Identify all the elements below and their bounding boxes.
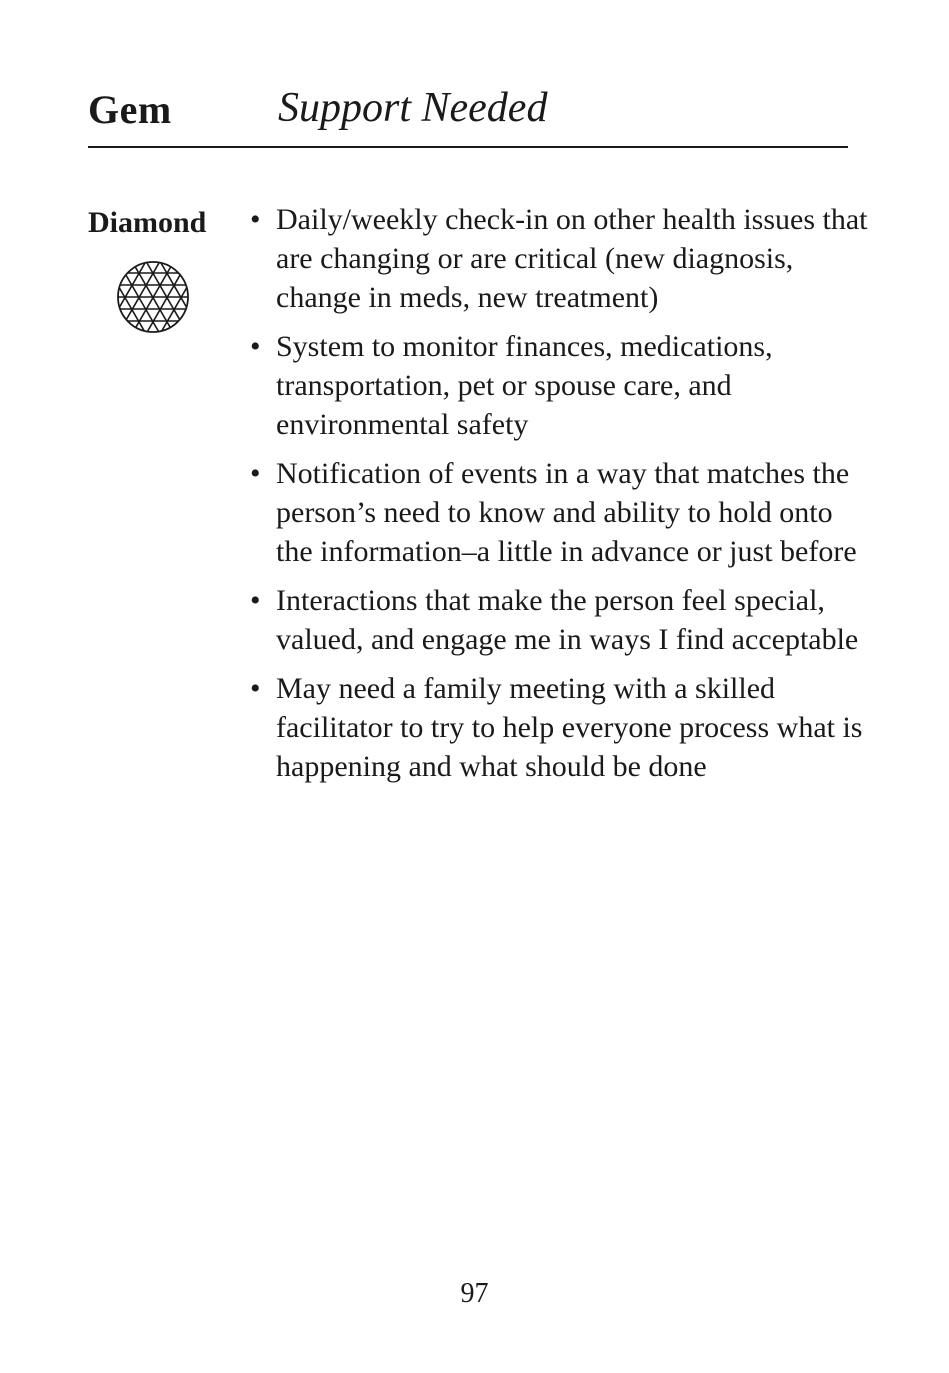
list-item — [248, 200, 868, 317]
support-needed-list — [248, 200, 868, 796]
list-item — [248, 581, 868, 659]
bullet: • — [250, 330, 261, 363]
gem-name: Diamond — [88, 206, 207, 239]
column-heading-support-needed: Support Needed — [278, 85, 548, 131]
column-heading-gem: Gem — [88, 87, 172, 132]
bullet: • — [250, 457, 261, 490]
list-item — [248, 669, 868, 786]
list-item-text: Notification of events in a way that matches the person’s need to know and ability to hold onto the information–a little in advance or just before — [276, 457, 857, 568]
list-item — [248, 327, 868, 444]
bullet: • — [250, 203, 261, 236]
table-header — [88, 80, 848, 148]
list-item-text: Interactions that make the person feel special, valued, and engage me in ways I find acceptable — [276, 584, 859, 656]
page-number: 97 — [460, 1278, 489, 1309]
list-item — [248, 454, 868, 571]
diamond-lattice-icon — [116, 260, 190, 334]
bullet: • — [250, 672, 261, 705]
list-item-text: System to monitor finances, medications, transportation, pet or spouse care, and environmental safety — [276, 330, 773, 441]
list-item-text: Daily/weekly check-in on other health issues that are changing or are critical (new diagnosis, change in meds, new treatment) — [276, 203, 868, 314]
list-item-text: May need a family meeting with a skilled facilitator to try to help everyone process what is happening and what should be done — [276, 672, 863, 783]
bullet: • — [250, 584, 261, 617]
